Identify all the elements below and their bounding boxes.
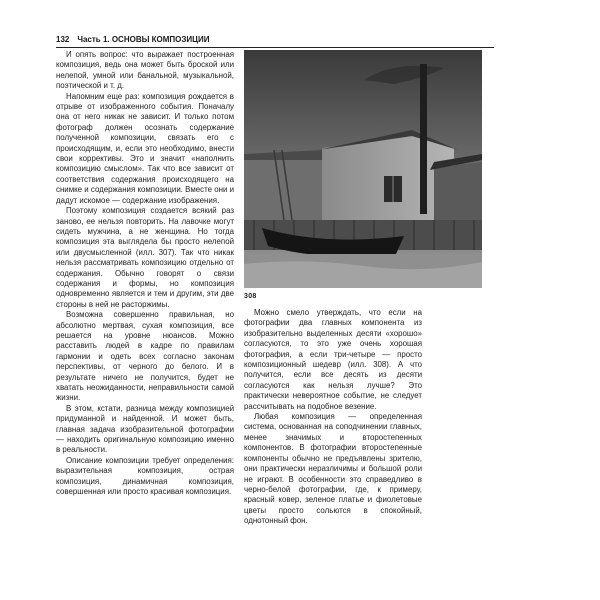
paragraph: Напомним еще раз: композиция рождается в отрыве от изображенного события. Поначалу она от него никак не зависит. И только потом фотограф должен осознать содержание полученной композиции, связать его с происходящим, и, если это необходимо, внести свои коррективы. Это и значит «наполнить композицию смыслом». Так что все зависит от соответствия содержания происходящего на снимке и содержания композиции. Вместе они и дадут искомое — содержание изображения. — [56, 91, 234, 205]
paragraph: Любая композиция — определенная система, основанная на соподчинении главных, менее значимых и второстепенных компонентов. В фотографии второстепенные компоненты обычно не предъявлены зрителю, они практически неразличимы и большой роли не играют. В особенности это справедливо в черно-белой фотографии, где, к примеру, красный ковер, зеленое платье и фиолетовые цветы просто сольются в спокойный, однотонный фон. — [244, 412, 422, 526]
paragraph: И опять вопрос: что выражает построенная композиция, ведь она может быть броской или нелепой, умной или банальной, музыкальной, поэтической и т. д. — [56, 50, 234, 91]
paragraph: Поэтому композиция создается всякий раз заново, ее нельзя повторить. На лавочке могут сидеть мужчина, а не женщина. Но тогда композиция эта выглядела бы просто нелепой или двусмысленной (илл. 307). Так что никак нельзя рассматривать композицию отдельно от содержания. Обычно говорят о связи содержания и формы, но композиция одновременно является и тем и другим, эти две стороны в ней не расторжимы. — [56, 206, 234, 309]
chapter-title: Часть 1. ОСНОВЫ КОМПОЗИЦИИ — [77, 35, 210, 44]
paragraph: В этом, кстати, разница между композицией придуманной и найденной. И может быть, главная задача изобразительной фотографии — находить оригинальную композицию именно в реальности. — [56, 403, 234, 455]
page-number: 132 — [56, 35, 70, 44]
chimney — [420, 64, 427, 214]
right-text-column — [244, 308, 422, 527]
left-text-column — [56, 50, 234, 497]
paragraph: Возможна совершенно правильная, но абсолютно мертвая, сухая композиция, все решается на уровне нюансов. Можно расставить людей в кадре по правилам гармонии и одеть всех согласно законам перспективы, от черного до белого. И в результате ничего не получится, будет не хватать неожиданности, неправильности самой жизни. — [56, 310, 234, 403]
page-header — [56, 35, 494, 48]
figure-caption: 308 — [244, 293, 257, 300]
paragraph: Описание композиции требует определения: выразительная композиция, острая композиция, динамичная композиция, совершенная или просто красивая композиция. — [56, 455, 234, 497]
photograph-308 — [244, 50, 482, 288]
paragraph: Можно смело утверждать, что если на фотографии два главных компонента из изобразительно выделенных десяти «хорошо» согласуются, то это уже очень хорошая фотография, а если три-четыре — просто композиционный шедевр (илл. 308). А что получится, если все десять из десяти согласуются как нельзя лучше? Это практически невероятное событие, не следует рассчитывать на подобное везение. — [244, 308, 422, 411]
